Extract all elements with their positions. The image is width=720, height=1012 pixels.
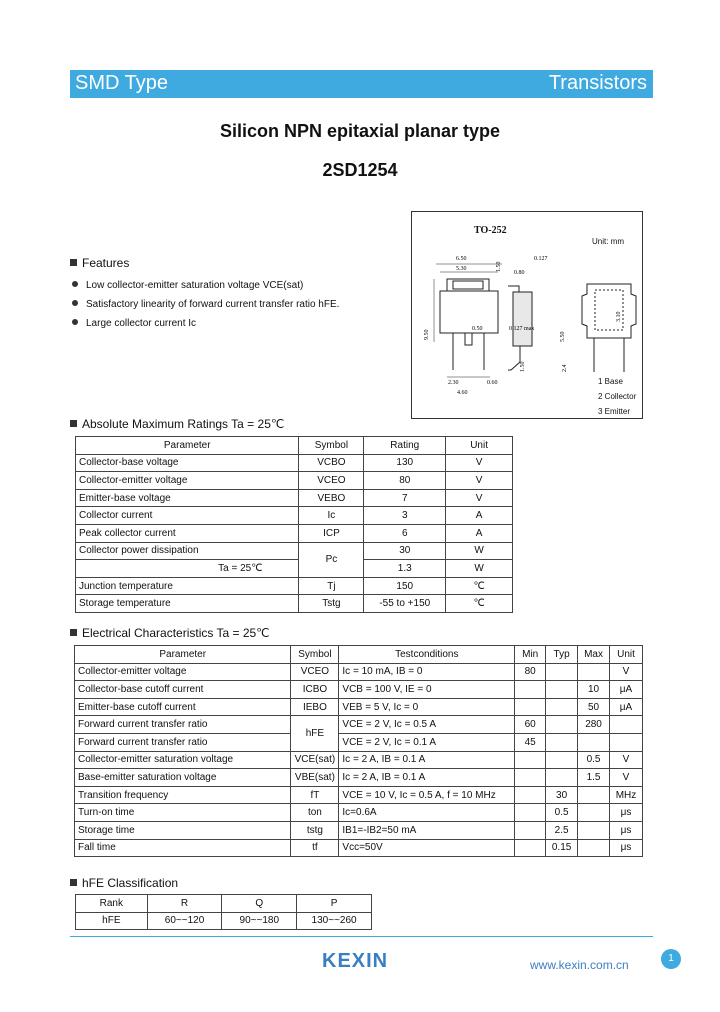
footer-divider [70, 936, 653, 937]
table-row: Rank R Q P [76, 895, 372, 913]
header-bar [70, 70, 653, 98]
package-outline-figure [412, 212, 644, 420]
dim-460: 4.60 [457, 390, 468, 396]
table-row: Transition frequency fT VCE = 10 V, Ic = 0.5 A, f = 10 MHz 30 MHz [75, 786, 643, 804]
dim-550: 5.50 [560, 331, 566, 342]
table-row: Emitter-base cutoff current IEBO VEB = 5 V, Ic = 0 50 μA [75, 698, 643, 716]
table-row: Forward current transfer ratio VCE = 2 V, Ic = 0.1 A 45 [75, 733, 643, 751]
dim-150b: 1.50 [520, 361, 526, 372]
footer-website[interactable]: www.kexin.com.cn [530, 958, 629, 972]
table-row: Fall time tf Vcc=50V 0.15 μs [75, 839, 643, 857]
table-row: Storage time tstg IB1=-IB2=50 mA 2.5 μs [75, 821, 643, 839]
table-row: Emitter-base voltage VEBO 7 V [76, 489, 513, 507]
feature-item: Low collector-emitter saturation voltage VCE(sat) [72, 280, 339, 299]
table-row: Forward current transfer ratio hFE VCE = 2 V, Ic = 0.5 A 60 280 [75, 716, 643, 734]
header-right: Transistors [548, 72, 647, 94]
dim-230: 2.30 [448, 380, 459, 386]
table-row: Peak collector current ICP 6 A [76, 524, 513, 542]
hfe-class-table [75, 894, 372, 930]
bullet-icon [72, 300, 78, 306]
table-row: Collector-emitter voltage VCEO Ic = 10 mA, IB = 0 80 V [75, 663, 643, 681]
table-row: Storage temperature Tstg -55 to +150 ℃ [76, 595, 513, 613]
table-row: Collector-emitter saturation voltage VCE(sat) Ic = 2 A, IB = 0.1 A 0.5 V [75, 751, 643, 769]
table-row: Turn-on time ton Ic=0.6A 0.5 μs [75, 804, 643, 822]
feature-item: Large collector current Ic [72, 318, 339, 337]
bullet-icon [72, 281, 78, 287]
table-row: Collector power dissipation Pc 30 W [76, 542, 513, 560]
table-header-row: Parameter Symbol Rating Unit [76, 437, 513, 455]
features-heading: Features [70, 256, 129, 270]
square-bullet-icon [70, 879, 77, 886]
package-drawing [411, 211, 643, 419]
abs-max-heading: Absolute Maximum Ratings Ta = 25℃ [70, 417, 284, 431]
abs-max-table [75, 436, 513, 613]
hfe-heading: hFE Classification [70, 876, 178, 890]
table-header-row: Parameter Symbol Testconditions Min Typ Max Unit [75, 646, 643, 664]
square-bullet-icon [70, 629, 77, 636]
table-row: Collector-base cutoff current ICBO VCB = 100 V, IE = 0 10 μA [75, 681, 643, 699]
kexin-logo: KEXIN [322, 950, 389, 972]
dim-080: 0.80 [514, 270, 525, 276]
table-row: Ta = 25℃ 1.3 W [76, 560, 513, 578]
bullet-icon [72, 319, 78, 325]
table-row: Collector current Ic 3 A [76, 507, 513, 525]
dim-650: 6.50 [456, 256, 467, 262]
unit-label: Unit: mm [592, 237, 624, 246]
dim-24: 2.4 [562, 364, 568, 372]
features-list [72, 280, 339, 337]
table-row: Collector-emitter voltage VCEO 80 V [76, 472, 513, 490]
elec-heading: Electrical Characteristics Ta = 25℃ [70, 626, 270, 640]
square-bullet-icon [70, 420, 77, 427]
doc-title: Silicon NPN epitaxial planar type [219, 121, 501, 141]
part-number: 2SD1254 [322, 160, 398, 180]
dim-530: 5.30 [456, 266, 467, 272]
elec-char-table [74, 645, 643, 857]
pin-3-label: 3 Emitter [598, 407, 631, 416]
table-row: Junction temperature Tj 150 ℃ [76, 577, 513, 595]
table-row: hFE 60~~120 90~~180 130~~260 [76, 912, 372, 930]
pin-2-label: 2 Collector [598, 392, 637, 401]
table-row: Base-emitter saturation voltage VBE(sat) Ic = 2 A, IB = 0.1 A 1.5 V [75, 769, 643, 787]
feature-item: Satisfactory linearity of forward current transfer ratio hFE. [72, 299, 339, 318]
dim-060: 0.60 [487, 380, 498, 386]
dim-310: 3.10 [616, 311, 622, 322]
square-bullet-icon [70, 259, 77, 266]
package-name: TO-252 [474, 225, 507, 236]
dim-0127: 0.127 [534, 256, 548, 262]
dim-950: 9.50 [424, 329, 430, 340]
dim-150: 1.50 [496, 261, 502, 272]
table-row: Collector-base voltage VCBO 130 V [76, 454, 513, 472]
dim-050: 0.50 [472, 326, 483, 332]
dim-0127max: 0.127 max [509, 326, 535, 332]
header-left: SMD Type [75, 72, 168, 94]
page-number: 1 [661, 949, 681, 969]
pin-1-label: 1 Base [598, 377, 623, 386]
